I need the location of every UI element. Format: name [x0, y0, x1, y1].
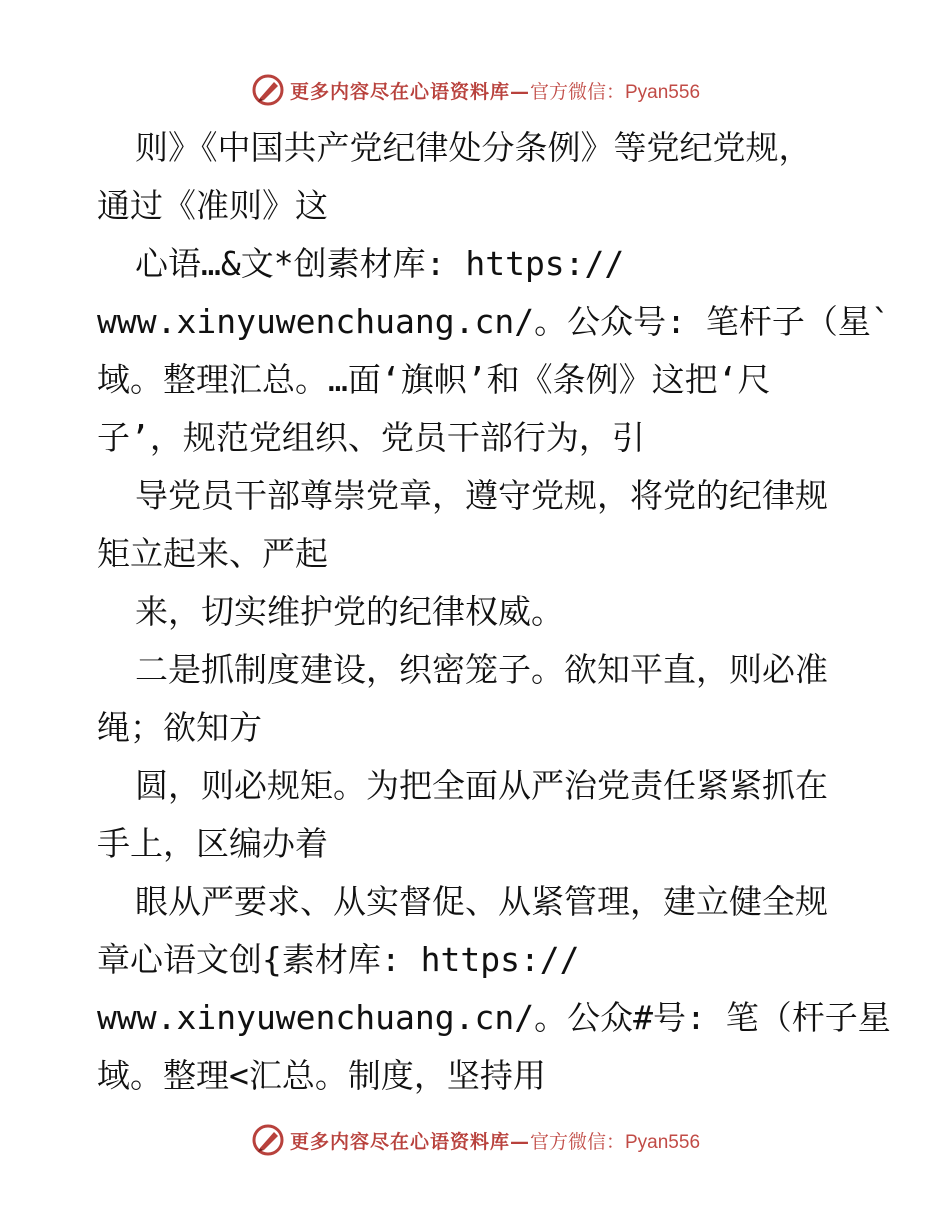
text-line: 域。整理汇总。…面‘旗帜’和《条例》这把‘尺: [97, 360, 771, 399]
text-line: 章心语文创{素材库: https://: [97, 940, 580, 979]
text-line: 导党员干部尊崇党章，遵守党规，将党的纪律规: [135, 476, 828, 515]
text-line: 心语…&文*创素材库: https://: [135, 244, 625, 283]
pen-logo-icon: [250, 1122, 286, 1158]
text-line: www.xinyuwenchuang.cn/。公众号: 笔杆子（星`: [97, 302, 891, 341]
text-line: 手上，区编办着: [97, 824, 328, 863]
banner-contact: 官方微信：Pyan556: [530, 81, 701, 103]
text-line: www.xinyuwenchuang.cn/。公众#号: 笔（杆子星: [97, 998, 891, 1037]
banner-contact: 官方微信：Pyan556: [530, 1131, 701, 1153]
text-line: 二是抓制度建设，织密笼子。欲知平直，则必准: [135, 650, 828, 689]
text-line: 圆，则必规矩。为把全面从严治党责任紧紧抓在: [135, 766, 828, 805]
text-line: 则》《中国共产党纪律处分条例》等党纪党规，: [135, 128, 812, 167]
text-line: 子’，规范党组织、党员干部行为，引: [97, 418, 645, 457]
text-line: 域。整理<汇总。制度，坚持用: [97, 1056, 546, 1095]
text-line: 通过《准则》这: [97, 186, 328, 225]
text-line: 来，切实维护党的纪律权威。: [135, 592, 564, 631]
text-line: 绳；欲知方: [97, 708, 262, 747]
text-line: 眼从严要求、从实督促、从紧管理，建立健全规: [135, 882, 828, 921]
banner-title: 更多内容尽在心语资料库—: [289, 80, 530, 103]
footer-banner: [0, 1120, 950, 1160]
text-line: 矩立起来、严起: [97, 534, 328, 573]
banner-title: 更多内容尽在心语资料库—: [289, 1130, 530, 1153]
